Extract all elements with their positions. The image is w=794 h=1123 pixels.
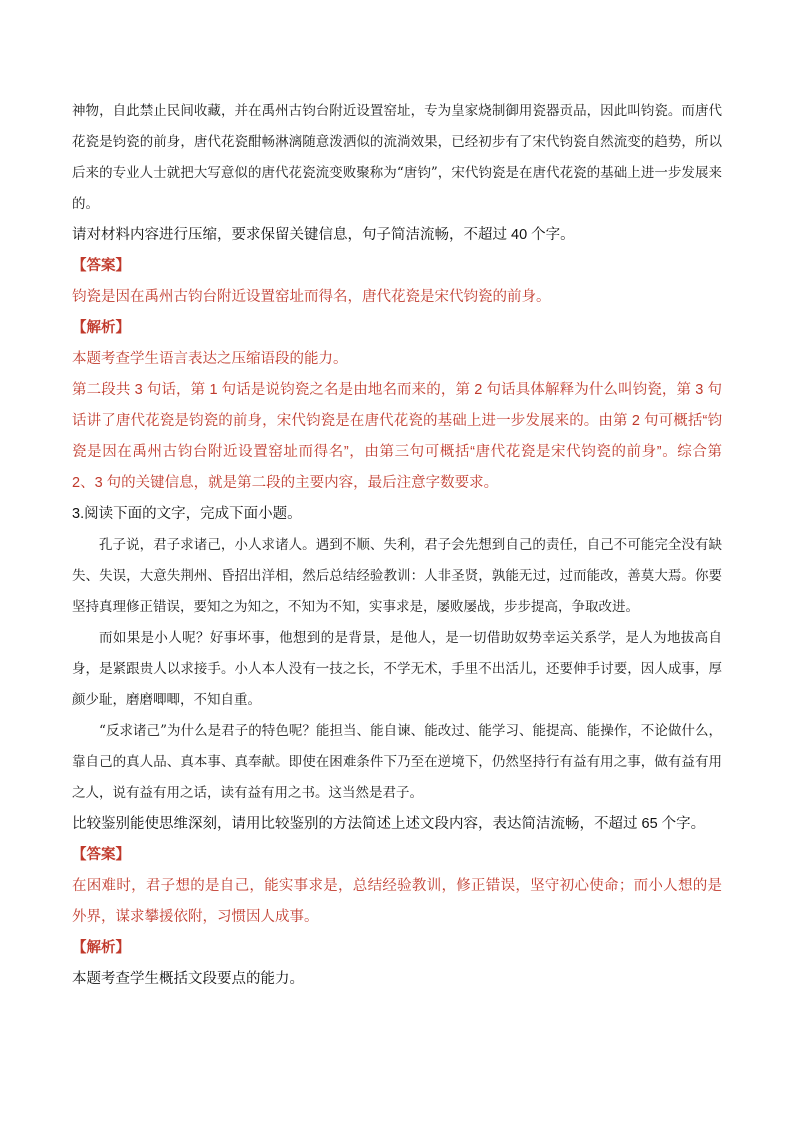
q3-instruction: 比较鉴别能使思维深刻，请用比较鉴别的方法简述上述文段内容，表达简洁流畅，不超过 65 个字。 [72, 816, 706, 832]
q3-passage-para-1: 孔子说，君子求诸己，小人求诸人。遇到不顺、失利，君子会先想到自己的责任，自己不可能完全没有缺失、失误，大意失荆州、昏招出洋相，然后总结经验教训：人非圣贤，孰能无过，过而能改，善莫大焉。你要坚持真理修正错误，要知之为知之，不知为不知，实事求是，屡败屡战，步步提高，争取改进。 [72, 537, 722, 615]
passage-continuation: 神物，自此禁止民间收藏，并在禹州古钧台附近设置窑址，专为皇家烧制御用瓷器贡品，因此叫钧瓷。而唐代花瓷是钧瓷的前身，唐代花瓷酣畅淋漓随意泼洒似的流淌效果，已经初步有了宋代钧瓷自然流变的趋势，所以后来的专业人士就把大写意似的唐代花瓷流变败聚称为“唐钧”，宋代钧瓷是在唐代花瓷的基础上进一步发展来的。 [72, 103, 722, 212]
q3-analysis: 本题考查学生概括文段要点的能力。 [72, 971, 304, 987]
q3-passage-para-2: 而如果是小人呢？好事坏事，他想到的是背景，是他人，是一切借助奴势幸运关系学，是人为地拔高自身，是紧跟贵人以求接手。小人本人没有一技之长，不学无术，手里不出活儿，还要伸手讨要，因人成事，厚颜少耻，磨磨唧唧，不知自重。 [72, 630, 722, 708]
q2-analysis-summary: 本题考查学生语言表达之压缩语段的能力。 [72, 351, 348, 367]
q2-answer: 钧瓷是因在禹州古钧台附近设置窑址而得名，唐代花瓷是宋代钧瓷的前身。 [72, 289, 551, 305]
q2-instruction: 请对材料内容进行压缩，要求保留关键信息，句子简洁流畅，不超过 40 个字。 [72, 227, 575, 243]
q2-answer-tag: 【答案】 [72, 258, 130, 274]
q3-answer: 在困难时，君子想的是自己，能实事求是，总结经验教训，修正错误，坚守初心使命；而小人想的是外界，谋求攀援依附，习惯因人成事。 [72, 878, 722, 925]
q2-analysis-detail: 第二段共 3 句话，第 1 句话是说钧瓷之名是由地名而来的，第 2 句话具体解释为什么叫钧瓷，第 3 句话讲了唐代花瓷是钧瓷的前身，宋代钧瓷是在唐代花瓷的基础上进一步发展来的。由第 2 句可概括“钧瓷是因在禹州古钧台附近设置窑址而得名”，由第三句可概括“唐代花瓷是宋代钧瓷的前身”。综合第 2、3 句的关键信息，就是第二段的主要内容，最后注意字数要求。 [72, 382, 722, 491]
q3-answer-tag: 【答案】 [72, 847, 130, 863]
q3-title: 3.阅读下面的文字，完成下面小题。 [72, 506, 302, 522]
document-body [72, 96, 722, 995]
q3-analysis-tag: 【解析】 [72, 940, 130, 956]
q3-passage-para-3: “反求诸己”为什么是君子的特色呢？能担当、能自谏、能改过、能学习、能提高、能操作，不论做什么，靠自己的真人品、真本事、真奉献。即使在困难条件下乃至在逆境下，仍然坚持行有益有用之事，做有益有用之人，说有益有用之话，读有益有用之书。这当然是君子。 [72, 723, 722, 801]
q2-analysis-tag: 【解析】 [72, 320, 130, 336]
